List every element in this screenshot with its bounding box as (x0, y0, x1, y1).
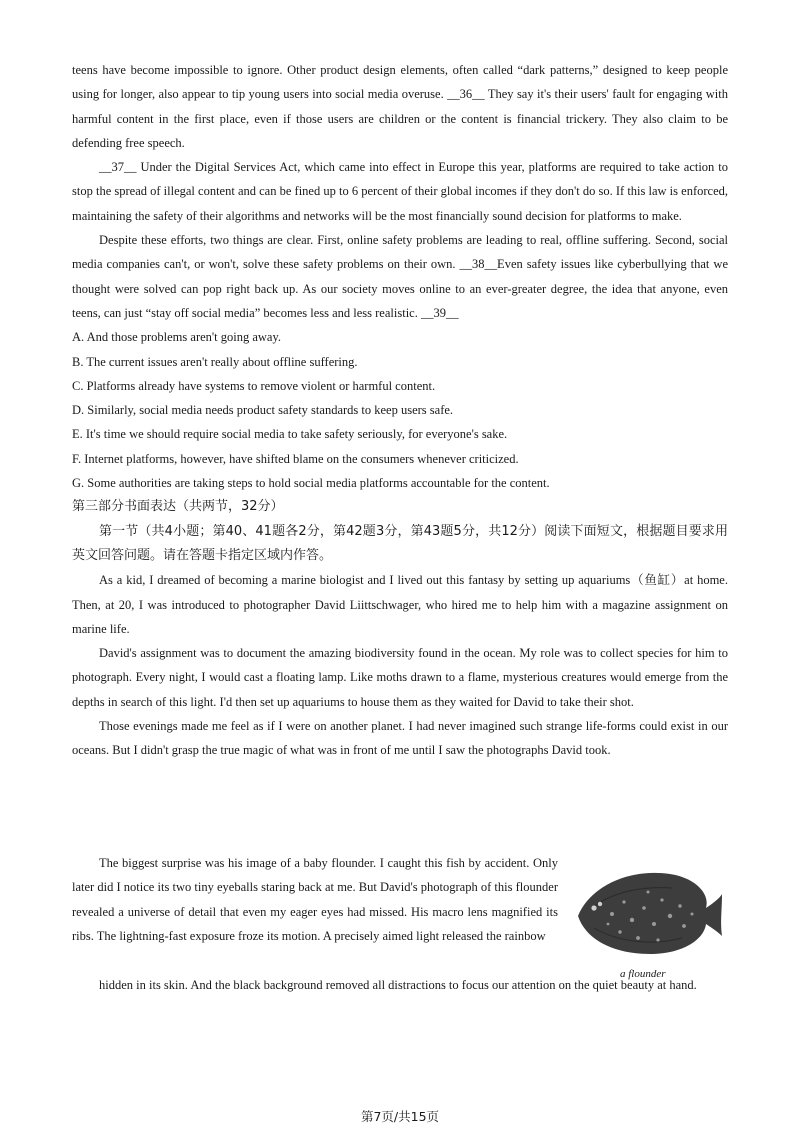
options-list (72, 325, 728, 495)
option-f: F. Internet platforms, however, have shifted blame on the consumers whenever criticized. (72, 451, 519, 466)
section-3-heading: 第三部分书面表达（共两节，32分） (72, 499, 284, 515)
passage-b-paragraph-1: As a kid, I dreamed of becoming a marine biologist and I lived out this fantasy by setting up aquariums（鱼缸）at home. Then, at 20, I was introduced to photographer David Liittschwager, who hired me to help him with a magazine assignment on marine life. (72, 573, 728, 636)
flounder-figure (572, 858, 724, 986)
passage-b-paragraph-4 (72, 851, 558, 948)
option-c: C. Platforms already have systems to remove violent or harmful content. (72, 378, 436, 393)
option-e: E. It's time we should require social media to take safety seriously, for everyone's sake. (72, 427, 508, 442)
passage-a-paragraph-2: __37__ Under the Digital Services Act, which came into effect in Europe this year, platforms are required to take action to stop the spread of illegal content and can be fined up to 6 percent of their global incomes if they don't do so. If this law is enforced, maintaining the safety of their algorithms and networks will be the most financially sound decision for platforms to make. (72, 160, 728, 223)
option-a: A. And those problems aren't going away. (72, 330, 282, 345)
passage-a-paragraph-1: teens have become impossible to ignore. Other product design elements, often called “dark patterns,” designed to keep people using for longer, also appear to tip young users into social media overuse. __36__ They say it's their users' fault for engaging with harmful content in the first place, even if those users are children or the content is financial trickery. They also claim to be defending free speech. (72, 63, 728, 150)
section-3-instruction: 第一节（共4小题；第40、41题各2分，第42题3分，第43题5分，共12分）阅读下面短文，根据题目要求用英文回答问题。请在答题卡指定区域内作答。 (72, 523, 728, 563)
flounder-illustration (572, 858, 724, 962)
option-b: B. The current issues aren't really about offline suffering. (72, 354, 358, 369)
passage-b-paragraph-4-part-b: hidden in its skin. And the black background removed all distractions to focus our attention on the quiet beauty at hand. (99, 978, 697, 992)
option-g: G. Some authorities are taking steps to hold social media platforms accountable for the content. (72, 476, 550, 491)
passage-b-paragraph-4-part-a: The biggest surprise was his image of a baby flounder. I caught this fish by accident. Only later did I notice its two tiny eyeballs staring back at me. But David's photograph of this flounder revealed a universe of detail that even my eager eyes had missed. His macro lens magnified its ribs. The lightning-fast exposure froze its motion. A precisely aimed light released the rainbow (72, 856, 558, 943)
option-d: D. Similarly, social media needs product safety standards to keep users safe. (72, 403, 454, 418)
passage-a-paragraph-3: Despite these efforts, two things are clear. First, online safety problems are leading to real, offline suffering. Second, social media companies can't, or won't, solve these safety problems on their own. __38__Even safety issues like cyberbullying that we thought were solved can pop right back up. As our society moves online to an ever-greater degree, the idea that anyone, even teens, can just “stay off social media” becomes less and less realistic. __39__ (72, 233, 728, 320)
page-footer: 第7页/共15页 (360, 1109, 440, 1124)
passage-b-paragraph-2: David's assignment was to document the amazing biodiversity found in the ocean. My role was to collect species for him to photograph. Every night, I would cast a floating lamp. Like moths drawn to a flame, mysterious creatures would emerge from the depths in search of this light. I'd then set up aquariums to house them as they waited for David to take their shot. (72, 646, 728, 709)
passage-b-paragraph-3: Those evenings made me feel as if I were on another planet. I had never imagined such strange life-forms could exist in our oceans. But I didn't grasp the true magic of what was in front of me until I saw the photographs David took. (72, 719, 728, 758)
figure-caption: a flounder (620, 968, 666, 980)
passage-a (72, 58, 728, 763)
